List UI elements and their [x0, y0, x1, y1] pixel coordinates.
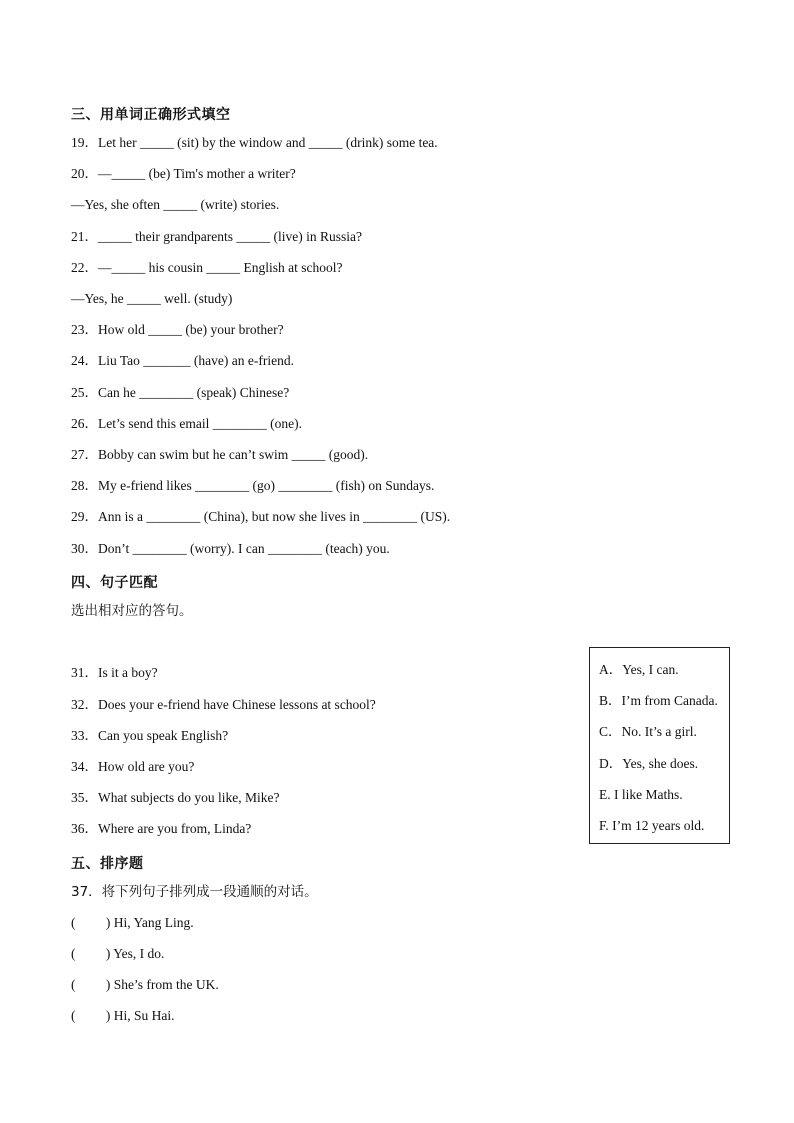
- answer-option-c: C．No. It’s a girl.: [599, 724, 697, 739]
- question-34: 34．How old are you?: [71, 759, 195, 774]
- question-31: 31．Is it a boy?: [71, 665, 158, 680]
- question-37: 37．将下列句子排列成一段通顺的对话。: [71, 884, 318, 900]
- question-36: 36．Where are you from, Linda?: [71, 821, 252, 836]
- question-20-answer: —Yes, she often _____ (write) stories.: [71, 197, 280, 212]
- question-24: 24．Liu Tao _______ (have) an e-friend.: [71, 353, 294, 368]
- section-title-sentence-matching: 四、句子匹配: [71, 575, 158, 591]
- answer-option-d: D．Yes, she does.: [599, 756, 699, 771]
- ordering-item-2: ( ) Yes, I do.: [71, 946, 165, 961]
- question-27: 27．Bobby can swim but he can’t swim _____ (good).: [71, 447, 369, 462]
- question-26: 26．Let’s send this email ________ (one).: [71, 416, 302, 431]
- question-19: 19．Let her _____ (sit) by the window and _____ (drink) some tea.: [71, 135, 438, 150]
- question-29: 29．Ann is a ________ (China), but now she lives in ________ (US).: [71, 509, 451, 524]
- question-30: 30．Don’t ________ (worry). I can ________ (teach) you.: [71, 541, 390, 556]
- question-33: 33．Can you speak English?: [71, 728, 229, 743]
- section-title-ordering: 五、排序题: [71, 856, 144, 872]
- question-22-answer: —Yes, he _____ well. (study): [71, 291, 233, 306]
- question-22: 22．—_____ his cousin _____ English at school?: [71, 260, 343, 275]
- section-title-fill-blanks: 三、用单词正确形式填空: [71, 107, 231, 123]
- answer-options-box: [589, 647, 730, 844]
- answer-option-b: B．I’m from Canada.: [599, 693, 718, 708]
- ordering-item-3: ( ) She’s from the UK.: [71, 977, 219, 992]
- answer-option-f: F. I’m 12 years old.: [599, 818, 705, 833]
- question-21: 21．_____ their grandparents _____ (live) in Russia?: [71, 229, 362, 244]
- question-32: 32．Does your e-friend have Chinese lessons at school?: [71, 697, 376, 712]
- ordering-item-1: ( ) Hi, Yang Ling.: [71, 915, 194, 930]
- ordering-item-4: ( ) Hi, Su Hai.: [71, 1008, 175, 1023]
- question-23: 23．How old _____ (be) your brother?: [71, 322, 284, 337]
- question-35: 35．What subjects do you like, Mike?: [71, 790, 280, 805]
- answer-option-a: A．Yes, I can.: [599, 662, 679, 677]
- answer-option-e: E. I like Maths.: [599, 787, 683, 802]
- question-25: 25．Can he ________ (speak) Chinese?: [71, 385, 290, 400]
- section4-instruction: 选出相对应的答句。: [71, 603, 193, 619]
- question-28: 28．My e-friend likes ________ (go) ________ (fish) on Sundays.: [71, 478, 435, 493]
- question-20: 20．—_____ (be) Tim's mother a writer?: [71, 166, 296, 181]
